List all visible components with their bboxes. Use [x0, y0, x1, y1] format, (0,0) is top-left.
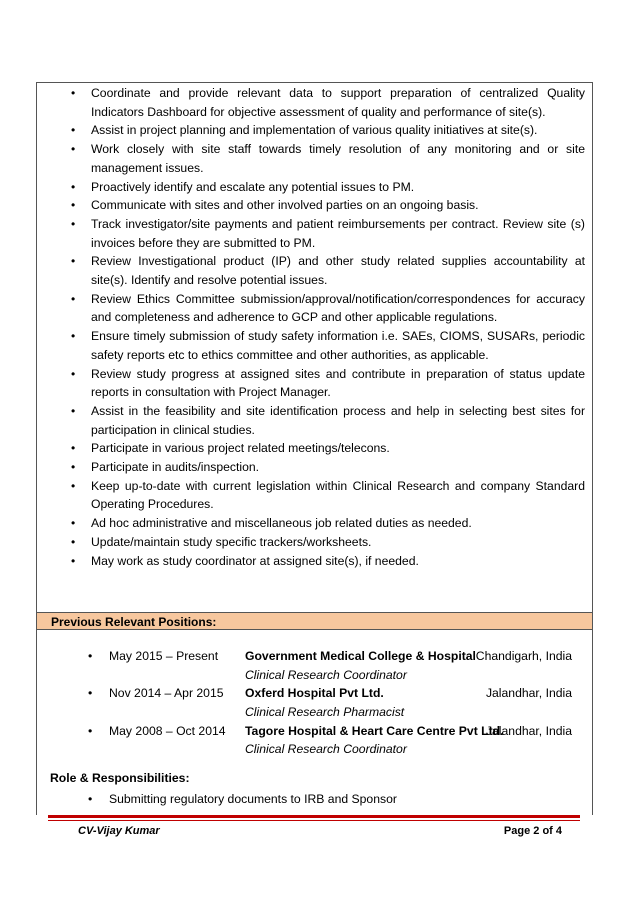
- position-location: Chandigarh, India: [475, 649, 572, 663]
- position-organization: Tagore Hospital & Heart Care Centre Pvt Ltd.: [245, 723, 504, 738]
- bullet-icon: •: [71, 142, 76, 157]
- responsibility-text: Proactively identify and escalate any potential issues to PM.: [91, 179, 415, 194]
- bullet-icon: •: [71, 460, 76, 475]
- position-location: Jalandhar, India: [485, 686, 572, 701]
- footer-rule-thick: [48, 815, 580, 818]
- responsibility-text: Track investigator/site payments and patient reimbursements per contract. Review site (s) invoices before they are submitted to PM.: [91, 216, 585, 250]
- role-item-text: Submitting regulatory documents to IRB and Sponsor: [109, 792, 397, 806]
- bullet-icon: •: [71, 534, 76, 549]
- bullet-icon: •: [71, 329, 76, 344]
- bullet-icon: •: [71, 478, 76, 493]
- responsibility-text: Assist in project planning and implementation of various quality initiatives at site(s).: [91, 123, 538, 138]
- position-organization: Oxferd Hospital Pvt Ltd.: [245, 686, 384, 701]
- bullet-icon: •: [71, 291, 76, 306]
- position-location: Jalandhar, India: [485, 723, 572, 738]
- role-heading: Role & Responsibilities:: [50, 771, 190, 785]
- position-role: Clinical Research Coordinator: [245, 667, 407, 682]
- section-heading-previous-positions: Previous Relevant Positions:: [37, 612, 592, 630]
- bullet-icon: •: [88, 792, 93, 806]
- bullet-icon: •: [88, 649, 93, 663]
- responsibility-item: [36, 252, 593, 289]
- position-entry: [36, 684, 593, 721]
- positions-list: [36, 647, 593, 759]
- responsibility-text: Assist in the feasibility and site identification process and help in selecting best sites for participation in clinical studies.: [91, 403, 585, 437]
- bullet-icon: •: [71, 516, 76, 531]
- responsibility-text: Participate in various project related meetings/telecons.: [91, 441, 390, 456]
- responsibility-item: [36, 178, 593, 197]
- footer-rule-thin: [48, 820, 580, 821]
- responsibility-item: [36, 477, 593, 514]
- responsibility-item: [36, 439, 593, 458]
- responsibility-item: [36, 327, 593, 364]
- responsibility-item: [36, 402, 593, 439]
- responsibility-text: Review study progress at assigned sites and contribute in preparation of status update reports in consultation with Project Manager.: [91, 366, 585, 400]
- footer-name: CV-Vijay Kumar: [78, 825, 160, 837]
- responsibility-item: [36, 140, 593, 177]
- responsibility-text: Keep up-to-date with current legislation within Clinical Research and company Standard Operating Procedures.: [91, 478, 585, 512]
- responsibility-item: [36, 365, 593, 402]
- bullet-icon: •: [71, 179, 76, 194]
- bullet-icon: •: [71, 216, 76, 231]
- responsibility-item: [36, 552, 593, 571]
- responsibility-text: Update/maintain study specific trackers/worksheets.: [91, 534, 372, 549]
- position-dates: May 2008 – Oct 2014: [109, 723, 226, 738]
- bullet-icon: •: [71, 123, 76, 138]
- responsibility-text: May work as study coordinator at assigned site(s), if needed.: [91, 553, 419, 568]
- responsibility-item: [36, 196, 593, 215]
- position-role: Clinical Research Pharmacist: [245, 705, 405, 720]
- bullet-icon: •: [71, 198, 76, 213]
- bullet-icon: •: [71, 403, 76, 418]
- bullet-icon: •: [71, 366, 76, 381]
- bullet-icon: •: [88, 723, 93, 738]
- responsibility-item: [36, 458, 593, 477]
- responsibility-item: [36, 215, 593, 252]
- bullet-icon: •: [88, 686, 93, 701]
- position-entry: [36, 722, 593, 759]
- bullet-icon: •: [71, 254, 76, 269]
- responsibility-text: Ad hoc administrative and miscellaneous job related duties as needed.: [91, 516, 472, 531]
- responsibility-text: Review Investigational product (IP) and other study related supplies accountability at site(s). Identify and resolve potential issues.: [91, 254, 585, 288]
- responsibility-text: Communicate with sites and other involved parties on an ongoing basis.: [91, 198, 479, 213]
- position-dates: May 2015 – Present: [109, 649, 219, 663]
- responsibility-text: Participate in audits/inspection.: [91, 460, 260, 475]
- responsibility-text: Review Ethics Committee submission/approval/notification/correspondences for accuracy and completeness and adherence to GCP and other applicable regulations.: [91, 291, 585, 325]
- responsibility-text: Coordinate and provide relevant data to support preparation of centralized Quality Indicators Dashboard for objective assessment of quality and performance of site(s).: [91, 86, 585, 119]
- bullet-icon: •: [71, 441, 76, 456]
- position-organization: Government Medical College & Hospital: [245, 649, 476, 663]
- position-entry: [36, 647, 593, 684]
- responsibility-item: [36, 121, 593, 140]
- responsibility-item: [36, 290, 593, 327]
- bullet-icon: •: [71, 86, 76, 100]
- bullet-icon: •: [71, 553, 76, 568]
- responsibility-item: [36, 84, 593, 121]
- responsibility-text: Work closely with site staff towards timely resolution of any monitoring and or site management issues.: [91, 142, 585, 175]
- responsibility-item: [36, 533, 593, 552]
- footer-page-number: Page 2 of 4: [503, 825, 562, 837]
- position-role: Clinical Research Coordinator: [245, 742, 407, 757]
- responsibility-item: [36, 514, 593, 533]
- responsibility-text: Ensure timely submission of study safety information i.e. SAEs, CIOMS, SUSARs, periodic safety reports etc to ethics committee and other authorities, as applicable.: [91, 329, 585, 362]
- responsibilities-list: [36, 84, 593, 570]
- position-dates: Nov 2014 – Apr 2015: [109, 686, 224, 701]
